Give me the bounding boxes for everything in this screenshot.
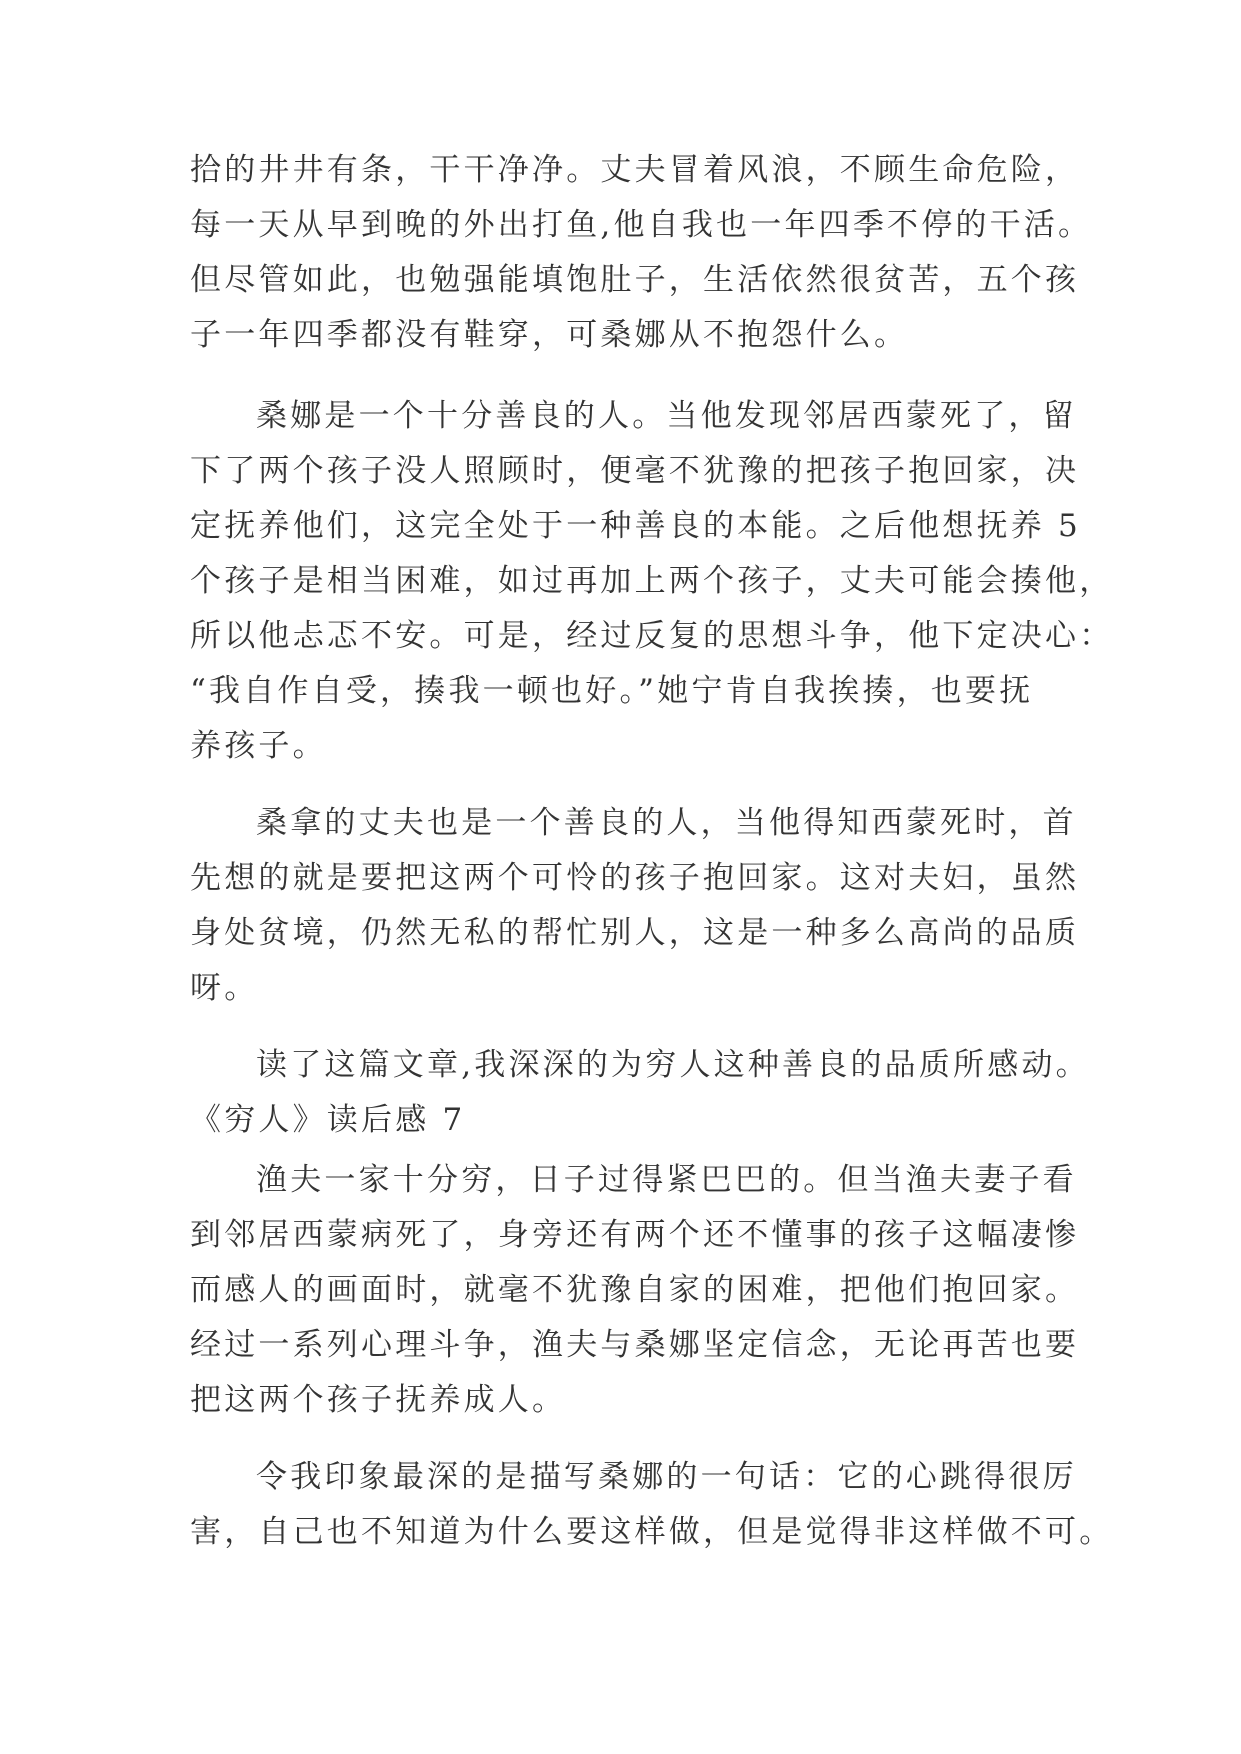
paragraph-start: 令我印象最深的是描写桑娜的一句话：它的心跳得很厉 (256, 1459, 1077, 1495)
text-line: 子一年四季都没有鞋穿，可桑娜从不抱怨什么。 (190, 317, 909, 353)
paragraph-start: 渔夫一家十分穷，日子过得紧巴巴的。但当渔夫妻子看 (256, 1162, 1077, 1198)
text-line: 下了两个孩子没人照顾时，便毫不犹豫的把孩子抱回家，决 (190, 453, 1080, 489)
text-line: 而感人的画面时，就毫不犹豫自家的困难，把他们抱回家。 (190, 1272, 1080, 1308)
paragraph-start: 桑拿的丈夫也是一个善良的人，当他得知西蒙死时，首 (256, 805, 1077, 841)
text-line: “我自作自受，揍我一顿也好。”她宁肯自我挨揍，也要抚 (190, 673, 1034, 709)
text-line: 个孩子是相当困难，如过再加上两个孩子，丈夫可能会揍他， (190, 563, 1114, 599)
text-line: 每一天从早到晚的外出打鱼,他自我也一年四季不停的干活。 (190, 207, 1093, 243)
text-line: 害，自己也不知道为什么要这样做，但是觉得非这样做不可。 (190, 1514, 1114, 1550)
text-line: 身处贫境，仍然无私的帮忙别人，这是一种多么高尚的品质 (190, 915, 1080, 951)
text-line: 养孩子。 (190, 728, 327, 764)
text-line: 定抚养他们，这完全处于一种善良的本能。之后他想抚养 5 (190, 508, 1081, 544)
text-line: 到邻居西蒙病死了，身旁还有两个还不懂事的孩子这幅凄惨 (190, 1217, 1080, 1253)
section-heading: 《穷人》读后感 7 (190, 1102, 466, 1138)
text-line: 所以他忐忑不安。可是，经过反复的思想斗争，他下定决心： (190, 618, 1114, 654)
text-line: 呀。 (190, 970, 259, 1006)
text-line: 拾的井井有条，干干净净。丈夫冒着风浪，不顾生命危险， (190, 152, 1080, 188)
paragraph-start: 桑娜是一个十分善良的人。当他发现邻居西蒙死了，留 (256, 398, 1077, 434)
paragraph-start: 读了这篇文章,我深深的为穷人这种善良的品质所感动。 (256, 1047, 1090, 1083)
text-line: 经过一系列心理斗争，渔夫与桑娜坚定信念，无论再苦也要 (190, 1327, 1080, 1363)
text-line: 把这两个孩子抚养成人。 (190, 1382, 567, 1418)
text-line: 但尽管如此，也勉强能填饱肚子，生活依然很贫苦，五个孩 (190, 262, 1080, 298)
text-line: 先想的就是要把这两个可怜的孩子抱回家。这对夫妇，虽然 (190, 860, 1080, 896)
